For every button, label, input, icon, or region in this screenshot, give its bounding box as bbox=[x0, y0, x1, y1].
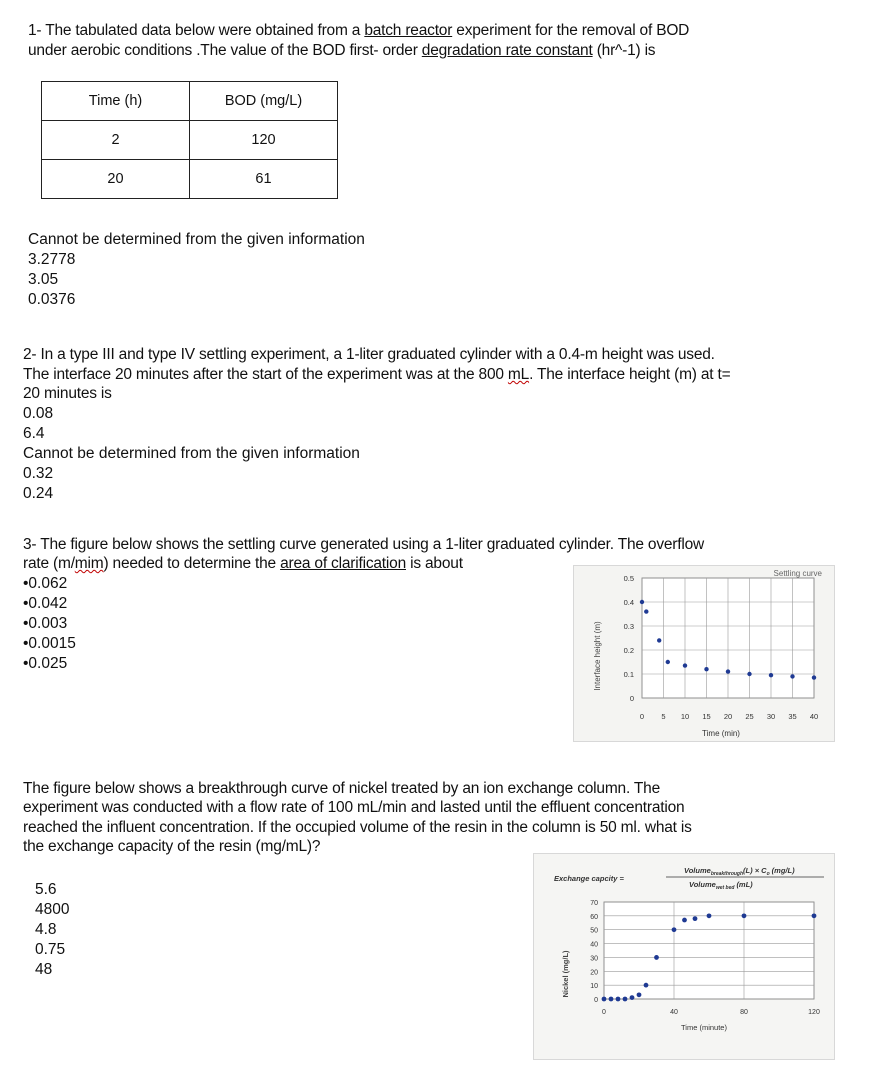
x-tick-label: 25 bbox=[745, 712, 754, 721]
q2-text: The interface 20 minutes after the start of the experiment was at the 800 bbox=[23, 366, 508, 383]
y-tick-label: 40 bbox=[590, 941, 598, 949]
data-point bbox=[616, 997, 621, 1002]
q1-text: under aerobic conditions .The value of the BOD first- order bbox=[28, 42, 422, 59]
q2-line-3: 20 minutes is bbox=[23, 385, 112, 402]
data-point bbox=[812, 675, 816, 679]
data-point bbox=[609, 997, 614, 1002]
data-point bbox=[769, 673, 773, 677]
chart-title: Settling curve bbox=[773, 569, 822, 578]
x-tick-label: 80 bbox=[740, 1009, 748, 1016]
q2-text: . The interface height (m) at t= bbox=[529, 366, 731, 383]
breakthrough-curve-chart bbox=[534, 854, 834, 1059]
q4-line-4: the exchange capacity of the resin (mg/mL)? bbox=[23, 838, 321, 855]
breakthrough-curve-figure bbox=[533, 853, 835, 1060]
q1-option[interactable]: 3.2778 bbox=[28, 251, 76, 268]
y-tick-label: 0.4 bbox=[623, 598, 634, 607]
q1-link-rate-constant: degradation rate constant bbox=[421, 42, 593, 59]
q3-option[interactable]: •0.042 bbox=[23, 595, 68, 612]
y-tick-label: 10 bbox=[590, 983, 598, 991]
data-point bbox=[742, 913, 747, 918]
data-point bbox=[812, 913, 817, 918]
q1-line-1 bbox=[28, 21, 689, 40]
y-tick-label: 0.1 bbox=[623, 670, 634, 679]
y-tick-label: 0 bbox=[594, 997, 598, 1004]
x-tick-label: 20 bbox=[723, 712, 733, 721]
y-tick-label: 30 bbox=[590, 955, 598, 963]
q3-link-area-of-clarification: area of clarification bbox=[280, 555, 406, 572]
q4-option[interactable]: 0.75 bbox=[35, 941, 66, 958]
q3-option[interactable]: •0.062 bbox=[23, 575, 68, 592]
data-point bbox=[644, 609, 648, 613]
formula-numerator-rest: (L) × C bbox=[743, 866, 767, 875]
q3-option[interactable]: •0.0015 bbox=[23, 635, 76, 652]
data-point bbox=[683, 663, 687, 667]
x-tick-label: 0 bbox=[602, 1009, 606, 1016]
formula-units: (mg/L) bbox=[771, 866, 795, 875]
q4-options bbox=[35, 880, 69, 980]
q3-unit-mim: mim bbox=[74, 555, 104, 572]
formula-denominator-sub: wet bed bbox=[715, 885, 735, 891]
formula-denominator-unit: (mL) bbox=[736, 880, 753, 889]
data-point bbox=[657, 638, 661, 642]
q4-line-3: reached the influent concentration. If the occupied volume of the resin in the column is 50 ml. what is bbox=[23, 819, 692, 836]
q4-option[interactable]: 4.8 bbox=[35, 921, 57, 938]
q2-line-1: 2- In a type III and type IV settling experiment, a 1-liter graduated cylinder with a 0.4-m height was used. bbox=[23, 346, 715, 363]
q4-option[interactable]: 5.6 bbox=[35, 881, 57, 898]
y-tick-label: 70 bbox=[590, 900, 598, 907]
formula-numerator-sub: breakthrough bbox=[710, 871, 744, 877]
table-row bbox=[42, 160, 338, 199]
x-tick-label: 40 bbox=[670, 1009, 678, 1016]
formula-lhs: Exchange capcity = bbox=[554, 874, 624, 883]
data-point bbox=[726, 669, 730, 673]
data-point bbox=[623, 997, 628, 1002]
q1-option[interactable]: 3.05 bbox=[28, 271, 59, 288]
table-cell: 20 bbox=[42, 160, 190, 199]
data-point bbox=[637, 992, 642, 997]
x-tick-label: 0 bbox=[639, 712, 645, 721]
data-point bbox=[602, 997, 607, 1002]
formula-numerator-text: Volume bbox=[684, 866, 711, 875]
x-axis-label: Time (min) bbox=[702, 729, 740, 738]
data-point bbox=[666, 660, 670, 664]
formula-c-sub: o bbox=[766, 871, 770, 877]
q2-unit-ml: mL bbox=[507, 366, 530, 383]
q1-option[interactable]: 0.0376 bbox=[28, 291, 76, 308]
y-tick-label: 0 bbox=[629, 694, 634, 703]
x-tick-label: 30 bbox=[766, 712, 776, 721]
settling-curve-chart bbox=[574, 566, 834, 741]
q3-text: ) needed to determine the bbox=[103, 555, 281, 572]
y-tick-label: 0.5 bbox=[623, 574, 634, 583]
bod-table bbox=[41, 81, 338, 199]
data-point bbox=[704, 667, 708, 671]
y-tick-label: 60 bbox=[590, 913, 598, 921]
data-point bbox=[654, 955, 659, 960]
data-point bbox=[630, 995, 635, 1000]
x-tick-label: 15 bbox=[702, 712, 711, 721]
q1-text: (hr^-1) is bbox=[592, 42, 656, 59]
q1-text: 1- The tabulated data below were obtained from a bbox=[28, 22, 365, 39]
formula-denominator bbox=[689, 880, 753, 891]
q3-option[interactable]: •0.025 bbox=[23, 655, 68, 672]
x-tick-label: 10 bbox=[680, 712, 690, 721]
q4-option[interactable]: 4800 bbox=[35, 901, 70, 918]
q2-option[interactable]: 0.24 bbox=[23, 485, 54, 502]
table-header-row bbox=[42, 82, 338, 121]
table-header-cell: Time (h) bbox=[42, 82, 190, 121]
data-point bbox=[747, 672, 751, 676]
data-point bbox=[682, 918, 687, 923]
table-cell: 61 bbox=[190, 160, 338, 199]
data-point bbox=[640, 600, 644, 604]
q4-line-2: experiment was conducted with a flow rate of 100 mL/min and lasted until the effluent concentration bbox=[23, 799, 685, 816]
q4-line-1: The figure below shows a breakthrough curve of nickel treated by an ion exchange column. The bbox=[23, 780, 661, 797]
data-point bbox=[693, 916, 698, 921]
q2-option[interactable]: 6.4 bbox=[23, 425, 45, 442]
data-point bbox=[790, 674, 794, 678]
q1-text: experiment for the removal of BOD bbox=[452, 22, 690, 39]
table-cell: 2 bbox=[42, 121, 190, 160]
settling-curve-figure bbox=[573, 565, 835, 742]
q2-option[interactable]: 0.32 bbox=[23, 465, 54, 482]
q3-options bbox=[23, 574, 76, 674]
data-point bbox=[644, 983, 649, 988]
x-tick-label: 120 bbox=[808, 1009, 820, 1016]
q3-line-1: 3- The figure below shows the settling curve generated using a 1-liter graduated cylinder. The overflow bbox=[23, 536, 705, 553]
q1-options bbox=[28, 230, 365, 310]
y-axis-label: Nickel (mg/L) bbox=[561, 950, 570, 998]
y-tick-label: 20 bbox=[590, 969, 598, 977]
q3-line-2 bbox=[23, 554, 463, 573]
q1-link-batch-reactor: batch reactor bbox=[364, 22, 453, 39]
x-tick-label: 35 bbox=[788, 712, 797, 721]
q2-line-2 bbox=[23, 365, 730, 384]
table-header-cell: BOD (mg/L) bbox=[190, 82, 338, 121]
y-tick-label: 0.2 bbox=[623, 646, 634, 655]
formula-numerator bbox=[684, 866, 795, 877]
x-axis-label: Time (minute) bbox=[681, 1023, 727, 1032]
q2-option[interactable]: 0.08 bbox=[23, 405, 54, 422]
y-tick-label: 50 bbox=[590, 927, 598, 935]
x-tick-label: 40 bbox=[809, 712, 819, 721]
q1-option[interactable]: Cannot be determined from the given information bbox=[28, 231, 365, 248]
q3-text: is about bbox=[406, 555, 463, 572]
q4-option[interactable]: 48 bbox=[35, 961, 53, 978]
data-point bbox=[707, 913, 712, 918]
x-tick-label: 5 bbox=[661, 712, 666, 721]
y-axis-label: Interface height (m) bbox=[593, 621, 602, 691]
table-cell: 120 bbox=[190, 121, 338, 160]
data-point bbox=[672, 927, 677, 932]
formula-denominator-text: Volume bbox=[689, 880, 716, 889]
q3-text: rate (m/ bbox=[23, 555, 75, 572]
q2-options bbox=[23, 404, 360, 504]
table-row bbox=[42, 121, 338, 160]
y-tick-label: 0.3 bbox=[623, 622, 634, 631]
q1-line-2 bbox=[28, 41, 655, 60]
q3-option[interactable]: •0.003 bbox=[23, 615, 68, 632]
q2-option[interactable]: Cannot be determined from the given information bbox=[23, 445, 360, 462]
